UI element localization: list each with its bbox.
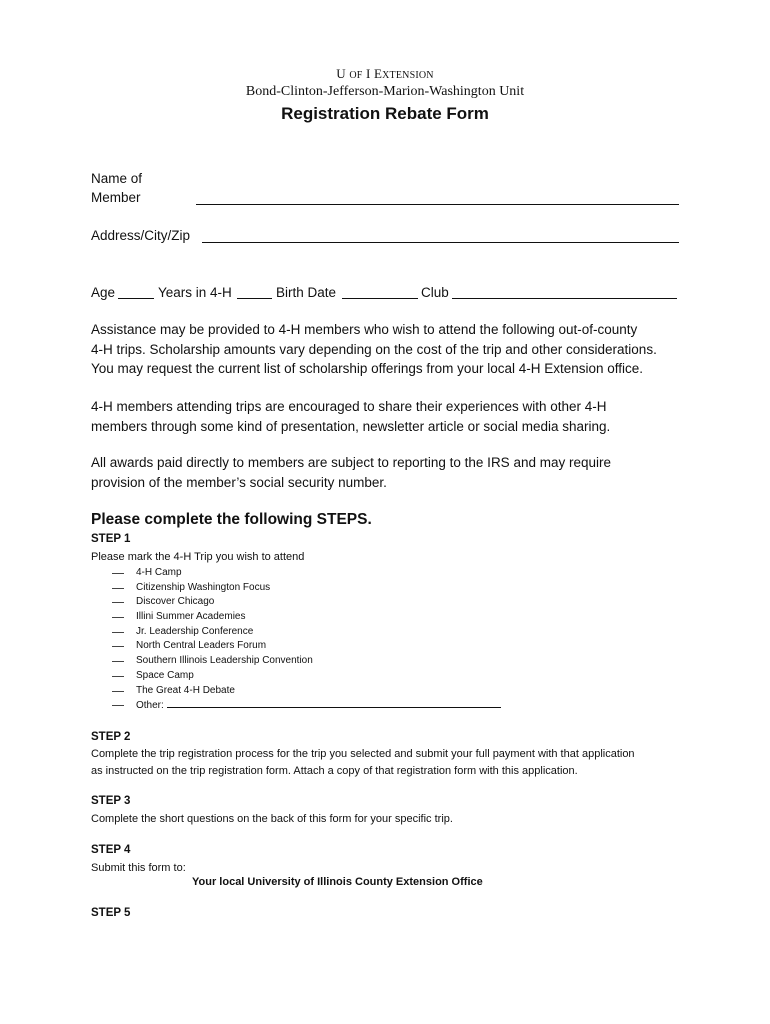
extension-office: Your local University of Illinois County Extension Office [192, 876, 483, 888]
form-title: Registration Rebate Form [281, 104, 489, 123]
checkbox-line[interactable] [112, 661, 124, 662]
name-label-line1: Name of [91, 171, 143, 186]
age-label: Age [91, 285, 116, 300]
step3-text: Complete the short questions on the back of this form for your specific trip. [91, 813, 453, 825]
step4-label: STEP 4 [91, 844, 131, 856]
step1-label: STEP 1 [91, 533, 131, 545]
step5-label: STEP 5 [91, 907, 131, 919]
checkbox-line[interactable] [112, 646, 124, 647]
address-field[interactable] [202, 242, 679, 243]
sharing-paragraph: 4-H members attending trips are encouraged to share their experiences with other 4-H members through some kind of presentation, newsletter article or social media sharing. [91, 399, 611, 434]
years-label: Years in 4-H [158, 285, 232, 300]
birth-date-field[interactable] [342, 298, 418, 299]
checkbox-line[interactable] [112, 632, 124, 633]
address-label: Address/City/Zip [91, 228, 191, 243]
age-field[interactable] [118, 298, 154, 299]
step2-text: Complete the trip registration process for the trip you selected and submit your full payment with that application as instructed on the trip registration form. Attach a copy of that registration form with this application. [91, 748, 635, 777]
step3-label: STEP 3 [91, 795, 131, 807]
form-page: U OF I EXTENSION Bond-Clinton-Jefferson-Marion-Washington Unit Registration Rebate Form Name of Member Address/City/Zip Age Years in 4-H Birth Date Club Assistance may be provided to 4-H members who wish to attend the following out-of-county 4-H trips. Scholarship amounts vary depending on the cost of the trip and other considerations. You may request the current list of scholarship offerings from your local 4-H Extension office. 4-H members attending trips are encouraged to share their experiences with other 4-H members through some kind of presentation, newsletter article or social media sharing. All awards paid directly to members are subject to reporting to the IRS and may require provision of the member’s social security number. Please complete the following STEPS. STEP 1 Please mark the 4-H Trip you wish to attend 4-H Camp Citizenship Washington Focus Discover Chicago Illini Summer Academies Jr. Leadership Conference North Central Leaders Forum Southern Illinois Leadership Convention Space Camp The Great 4-H Debate Other: STEP 2 Complete the trip registration process for the trip you selected and submit your full payment with that application as instructed on the trip registration form. Attach a copy of that registration form with this application. STEP 3 Complete the short questions on the back of this form for your specific trip. STEP 4 Submit this form to: Your local University of Illinois County Extension Office STEP 5 [0, 0, 770, 1024]
name-field[interactable] [196, 204, 679, 205]
club-field[interactable] [452, 298, 677, 299]
checkbox-line[interactable] [112, 676, 124, 677]
step4-text: Submit this form to: [91, 862, 186, 874]
unit-name: Bond-Clinton-Jefferson-Marion-Washington Unit [245, 84, 525, 99]
irs-paragraph: All awards paid directly to members are subject to reporting to the IRS and may require provision of the member’s social security number. [91, 455, 611, 490]
name-label-line2: Member [91, 190, 141, 205]
step2-label: STEP 2 [91, 731, 131, 743]
club-label: Club [421, 285, 449, 300]
step1-text: Please mark the 4-H Trip you wish to attend [91, 551, 305, 563]
checkbox-line[interactable] [112, 617, 124, 618]
birth-date-label: Birth Date [276, 285, 337, 300]
checkbox-line[interactable] [112, 588, 124, 589]
checkbox-line[interactable] [112, 691, 124, 692]
assistance-paragraph: Assistance may be provided to 4-H members who wish to attend the following out-of-county 4-H trips. Scholarship amounts vary depending on the cost of the trip and other considerations. You may request the current list of scholarship offerings from your local 4-H Extension office. [91, 322, 657, 376]
checkbox-line[interactable] [112, 705, 124, 706]
checkbox-line[interactable] [112, 602, 124, 603]
org-name: U OF I EXTENSION [336, 66, 434, 81]
years-field[interactable] [237, 298, 272, 299]
checkbox-line[interactable] [112, 573, 124, 574]
other-trip-field[interactable] [167, 698, 501, 708]
steps-heading: Please complete the following STEPS. [91, 511, 372, 528]
